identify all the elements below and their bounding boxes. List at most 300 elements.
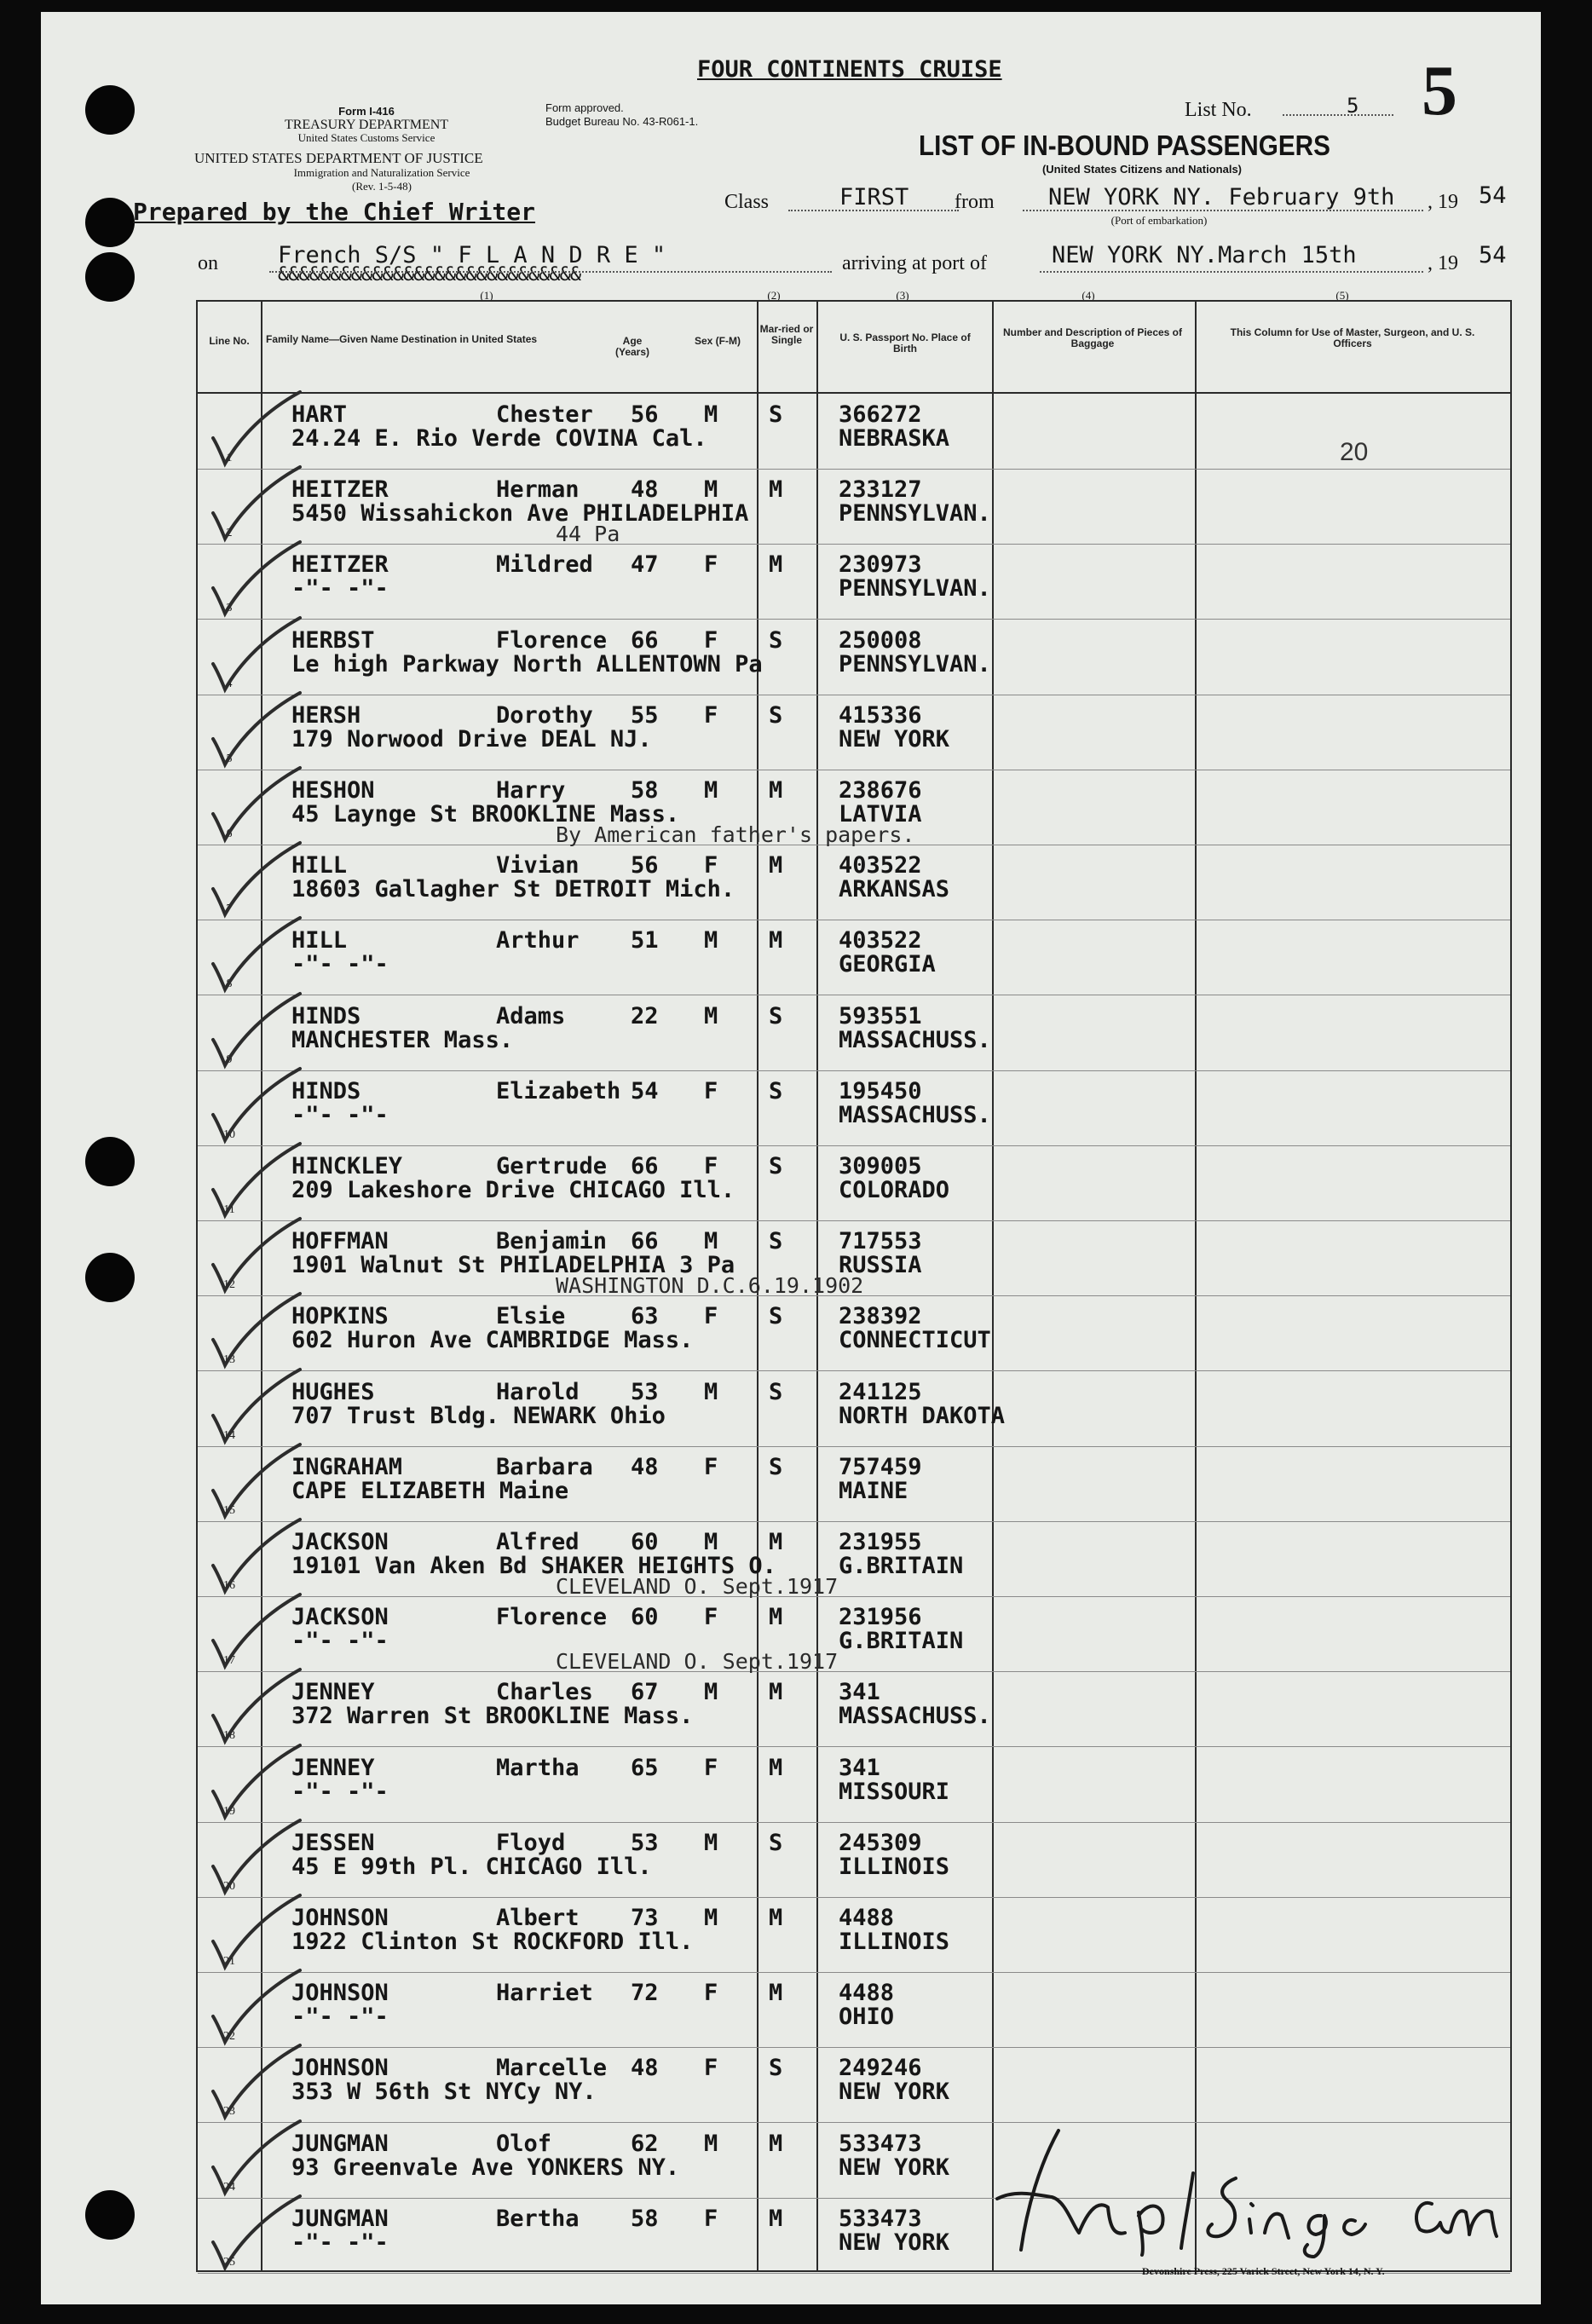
given-name: Elsie (496, 1303, 566, 1330)
address: 1901 Walnut St PHILADELPHIA 3 Pa (291, 1252, 735, 1279)
family-name: JACKSON (291, 1604, 389, 1631)
check-mark-icon (198, 1596, 334, 1673)
age: 47 (631, 551, 659, 579)
family-name: JACKSON (291, 1529, 389, 1555)
address: -"- -"- (291, 951, 389, 978)
customs-label: United States Customs Service (297, 131, 435, 144)
age: 22 (631, 1002, 659, 1029)
age: 63 (631, 1303, 659, 1330)
sex: F (704, 626, 718, 654)
passport-number: 233127 (839, 476, 922, 504)
age: 60 (631, 1529, 659, 1555)
address: 45 E 99th Pl. CHICAGO Ill. (291, 1853, 652, 1880)
address: 5450 Wissahickon Ave PHILADELPHIA (291, 500, 749, 528)
marital-status: S (769, 1453, 783, 1480)
class-label: Class (724, 191, 770, 213)
treasury-label: TREASURY DEPARTMENT (284, 118, 449, 132)
sex: F (704, 1153, 718, 1179)
col-num-4: (4) (1082, 289, 1095, 302)
family-name: HUGHES (291, 1378, 375, 1405)
form-approved: Form approved. (545, 101, 624, 114)
birth-place: MASSACHUSS. (839, 1026, 991, 1053)
given-name: Olof (496, 2130, 552, 2157)
header-line-no: Line No. (209, 335, 250, 347)
marital-status: S (769, 1303, 783, 1330)
justice-label: UNITED STATES DEPARTMENT OF JUSTICE (194, 150, 483, 166)
table-row (198, 394, 1510, 470)
address: -"- -"- (291, 2229, 389, 2256)
check-mark-icon (198, 2047, 334, 2124)
address: 18603 Gallagher St DETROIT Mich. (291, 876, 735, 903)
passport-number: 366272 (839, 401, 922, 428)
passport-number: 533473 (839, 2130, 922, 2157)
given-name: Harold (496, 1378, 580, 1405)
line-number: 24 (223, 2180, 235, 2194)
passport-number: 309005 (839, 1153, 922, 1179)
punch-hole (85, 85, 135, 135)
check-mark-icon (198, 770, 334, 846)
given-name: Benjamin (496, 1228, 608, 1255)
punch-hole (85, 1253, 135, 1302)
given-name: Martha (496, 1754, 580, 1781)
family-name: JESSEN (291, 1829, 375, 1856)
marital-status: S (769, 1153, 783, 1179)
family-name: HINCKLEY (291, 1153, 403, 1179)
col-num-5: (5) (1335, 289, 1349, 302)
immigration-label: Immigration and Naturalization Service (293, 166, 470, 179)
check-mark-icon (198, 1371, 334, 1448)
given-name: Floyd (496, 1829, 566, 1856)
check-mark-icon (198, 920, 334, 996)
age: 73 (631, 1905, 659, 1931)
on-label: on (198, 252, 218, 274)
header-age: Age (Years) (614, 335, 650, 358)
sex: M (704, 1829, 718, 1856)
birth-place: CONNECTICUT (839, 1327, 991, 1354)
age: 51 (631, 927, 659, 954)
check-mark-icon (198, 2198, 334, 2275)
passport-number: 241125 (839, 1378, 922, 1405)
row-note: By American father's papers. (556, 822, 915, 847)
passport-number: 238676 (839, 777, 922, 804)
age: 66 (631, 1153, 659, 1179)
address: -"- -"- (291, 2004, 389, 2031)
marital-status: S (769, 2055, 783, 2082)
given-name: Gertrude (496, 1153, 608, 1179)
age: 48 (631, 2055, 659, 2082)
sex: F (704, 701, 718, 729)
header-passport: U. S. Passport No. Place of Birth (839, 332, 971, 355)
family-name: JENNEY (291, 1679, 375, 1706)
address: 93 Greenvale Ave YONKERS NY. (291, 2154, 680, 2181)
given-name: Marcelle (496, 2055, 608, 2082)
marital-status: S (769, 701, 783, 729)
table-row (198, 544, 1510, 620)
line-number: 18 (223, 1729, 235, 1743)
table-row (198, 1897, 1510, 1973)
given-name: Florence (496, 626, 608, 654)
line-number: 25 (223, 2255, 235, 2269)
punch-hole (85, 1137, 135, 1186)
birth-place: ARKANSAS (839, 876, 950, 903)
line-number: 11 (223, 1203, 235, 1216)
header-officers: This Column for Use of Master, Surgeon, and U. S. Officers (1230, 326, 1475, 349)
check-mark-icon (198, 544, 334, 620)
given-name: Harriet (496, 1980, 593, 2007)
address: 19101 Van Aken Bd SHAKER HEIGHTS O. (291, 1553, 776, 1579)
sex: F (704, 551, 718, 579)
age: 65 (631, 1754, 659, 1781)
line-number: 3 (226, 602, 233, 615)
check-mark-icon (198, 845, 334, 921)
list-no-big: 5 (1422, 51, 1457, 130)
check-mark-icon (198, 2123, 334, 2200)
given-name: Arthur (496, 927, 580, 954)
family-name: HILL (291, 852, 348, 879)
check-mark-icon (198, 1897, 334, 1974)
table-row (198, 1596, 1510, 1675)
row-note: 44 Pa (556, 522, 620, 547)
family-name: JOHNSON (291, 1980, 389, 2007)
table-row (198, 1671, 1510, 1747)
passport-number: 4488 (839, 1905, 895, 1931)
address: 602 Huron Ave CAMBRIDGE Mass. (291, 1327, 694, 1354)
table-row (198, 1371, 1510, 1447)
table-row (198, 770, 1510, 845)
sex: M (704, 1529, 718, 1555)
passport-number: 341 (839, 1679, 880, 1706)
line-number: 1 (226, 452, 233, 464)
check-mark-icon (198, 1070, 334, 1147)
given-name: Bertha (496, 2205, 580, 2232)
row-note: CLEVELAND O. Sept.1917 (556, 1574, 839, 1599)
arriving-label: arriving at port of (842, 252, 987, 274)
marital-status: M (769, 1754, 783, 1781)
passport-number: 757459 (839, 1453, 922, 1480)
age: 66 (631, 1228, 659, 1255)
passport-number: 593551 (839, 1002, 922, 1029)
from-line (1023, 210, 1423, 211)
line-number: 10 (223, 1127, 235, 1141)
passport-number: 230973 (839, 551, 922, 579)
birth-place: OHIO (839, 2004, 895, 2031)
address: 209 Lakeshore Drive CHICAGO Ill. (291, 1177, 735, 1203)
given-name: Dorothy (496, 701, 593, 729)
birth-place: NEBRASKA (839, 425, 950, 452)
address: -"- -"- (291, 1101, 389, 1128)
table-row (198, 1145, 1510, 1221)
family-name: JENNEY (291, 1754, 375, 1781)
birth-place: NORTH DAKOTA (839, 1402, 1006, 1429)
address: CAPE ELIZABETH Maine (291, 1477, 569, 1504)
list-no-label: List No. (1185, 99, 1252, 121)
form-id: Form I-416 (338, 105, 395, 118)
sex: M (704, 1378, 718, 1405)
check-mark-icon (198, 469, 334, 545)
sex: F (704, 1077, 718, 1104)
birth-place: MISSOURI (839, 1778, 950, 1805)
age: 66 (631, 626, 659, 654)
line-number: 14 (223, 1428, 235, 1442)
punch-hole (85, 2190, 135, 2240)
from-label: from (955, 191, 995, 213)
sex: F (704, 1980, 718, 2007)
passport-number: 231955 (839, 1529, 922, 1555)
budget-bureau: Budget Bureau No. 43-R061-1. (545, 115, 699, 128)
given-name: Vivian (496, 852, 580, 879)
marital-status: M (769, 2205, 783, 2232)
family-name: JUNGMAN (291, 2205, 389, 2232)
table-row (198, 1070, 1510, 1146)
check-mark-icon (198, 1747, 334, 1824)
sex: M (704, 1905, 718, 1931)
birth-place: ILLINOIS (839, 1929, 950, 1955)
address: -"- -"- (291, 1628, 389, 1655)
punch-hole (85, 198, 135, 247)
marital-status: S (769, 401, 783, 428)
sex: M (704, 1002, 718, 1029)
line-number: 5 (226, 752, 233, 765)
marital-status: M (769, 1905, 783, 1931)
prepared-by: Prepared by the Chief Writer (133, 198, 536, 226)
table-row (198, 920, 1510, 995)
punch-hole (85, 252, 135, 302)
sex: M (704, 2130, 718, 2157)
table-row (198, 1747, 1510, 1823)
inspector-signature (980, 2105, 1508, 2258)
arrival-line (1040, 271, 1423, 273)
col-num-3: (3) (896, 289, 909, 302)
list-no-typed: 5 (1347, 94, 1359, 118)
passport-number: 195450 (839, 1077, 922, 1104)
family-name: INGRAHAM (291, 1453, 403, 1480)
from-year: 54 (1479, 182, 1507, 209)
passport-number: 231956 (839, 1604, 922, 1631)
address: 372 Warren St BROOKLINE Mass. (291, 1703, 694, 1730)
age: 55 (631, 701, 659, 729)
page-title: LIST OF IN-BOUND PASSENGERS (919, 130, 1330, 161)
age: 62 (631, 2130, 659, 2157)
address: 179 Norwood Drive DEAL NJ. (291, 725, 652, 753)
given-name: Mildred (496, 551, 593, 579)
age: 53 (631, 1378, 659, 1405)
family-name: JUNGMAN (291, 2130, 389, 2157)
line-number: 8 (226, 977, 233, 991)
check-mark-icon (198, 1822, 334, 1899)
check-mark-icon (198, 394, 334, 470)
table-row (198, 1220, 1510, 1299)
sex: F (704, 1604, 718, 1631)
address: -"- -"- (291, 575, 389, 603)
line-number: 15 (223, 1503, 235, 1517)
officer-count: 20 (1340, 438, 1369, 466)
address: 353 W 56th St NYCy NY. (291, 2079, 597, 2106)
age: 54 (631, 1077, 659, 1104)
line-number: 2 (226, 527, 233, 540)
passport-number: 4488 (839, 1980, 895, 2007)
table-row (198, 1972, 1510, 2048)
check-mark-icon (198, 1446, 334, 1523)
line-number: 6 (226, 828, 233, 840)
line-number: 22 (223, 2030, 235, 2044)
check-mark-icon (198, 1295, 334, 1372)
marital-status: M (769, 476, 783, 504)
check-mark-icon (198, 1671, 334, 1748)
from-year-prefix: , 19 (1428, 191, 1458, 213)
row-note: CLEVELAND O. Sept.1917 (556, 1649, 839, 1675)
passport-number: 717553 (839, 1228, 922, 1255)
given-name: Florence (496, 1604, 608, 1631)
check-mark-icon (198, 1521, 334, 1598)
arrival-value: NEW YORK NY.March 15th (1052, 242, 1357, 268)
ship-line (269, 271, 832, 273)
sex: M (704, 927, 718, 954)
marital-status: M (769, 2130, 783, 2157)
cruise-title: FOUR CONTINENTS CRUISE (697, 56, 1002, 83)
age: 72 (631, 1980, 659, 2007)
birth-place: NEW YORK (839, 2154, 950, 2181)
line-number: 9 (226, 1052, 233, 1066)
check-mark-icon (198, 1220, 334, 1297)
sex: F (704, 2205, 718, 2232)
age: 56 (631, 401, 659, 428)
marital-status: S (769, 1228, 783, 1255)
header-baggage: Number and Description of Pieces of Baggage (1002, 326, 1183, 349)
family-name: HILL (291, 927, 348, 954)
marital-status: M (769, 1604, 783, 1631)
sex: F (704, 1303, 718, 1330)
row-note: WASHINGTON D.C.6.19.1902 (556, 1273, 864, 1299)
sex: M (704, 476, 718, 504)
given-name: Elizabeth (496, 1077, 621, 1104)
check-mark-icon (198, 620, 334, 696)
address: Le high Parkway North ALLENTOWN Pa (291, 650, 763, 678)
given-name: Herman (496, 476, 580, 504)
address: 1922 Clinton St ROCKFORD Ill. (291, 1929, 694, 1955)
family-name: HOPKINS (291, 1303, 389, 1330)
col-num-2: (2) (767, 289, 781, 302)
family-name: HESHON (291, 777, 375, 804)
line-number: 16 (223, 1579, 235, 1592)
family-name: JOHNSON (291, 1905, 389, 1931)
address: 24.24 E. Rio Verde COVINA Cal. (291, 425, 707, 452)
ship-strike: &&&&&&&&&&&&&&&&&&&&&&&&&&&&& (278, 264, 581, 285)
passport-number: 249246 (839, 2055, 922, 2082)
table-row (198, 620, 1510, 695)
birth-place: LATVIA (839, 801, 922, 828)
age: 67 (631, 1679, 659, 1706)
line-number: 19 (223, 1804, 235, 1818)
marital-status: S (769, 1002, 783, 1029)
arrival-year-prefix: , 19 (1428, 252, 1458, 274)
header-sex: Sex (F-M) (695, 335, 741, 347)
birth-place: PENNSYLVAN. (839, 650, 991, 678)
marital-status: M (769, 551, 783, 579)
header-name: Family Name—Given Name Destination in United States (266, 333, 538, 345)
age: 56 (631, 852, 659, 879)
table-row (198, 1521, 1510, 1597)
passport-number: 238392 (839, 1303, 922, 1330)
age: 48 (631, 476, 659, 504)
line-number: 23 (223, 2105, 235, 2119)
birth-place: RUSSIA (839, 1252, 922, 1279)
printer-footer: Devonshire Press, 225 Varick Street, New York 14, N. Y. (1142, 2265, 1385, 2277)
given-name: Alfred (496, 1529, 580, 1555)
family-name: JOHNSON (291, 2055, 389, 2082)
line-number: 21 (223, 1955, 235, 1968)
family-name: HERSH (291, 701, 361, 729)
birth-place: PENNSYLVAN. (839, 575, 991, 603)
line-number: 17 (223, 1654, 235, 1668)
table-row (198, 1446, 1510, 1522)
passenger-table (196, 300, 1512, 2272)
page-subtitle: (United States Citizens and Nationals) (1041, 163, 1243, 176)
family-name: HERBST (291, 626, 375, 654)
passport-number: 250008 (839, 626, 922, 654)
birth-place: MAINE (839, 1477, 908, 1504)
address: 707 Trust Bldg. NEWARK Ohio (291, 1402, 666, 1429)
line-number: 20 (223, 1879, 235, 1893)
check-mark-icon (198, 1972, 334, 2049)
sex: F (704, 852, 718, 879)
marital-status: S (769, 626, 783, 654)
col-num-1: (1) (480, 289, 493, 302)
sex: F (704, 1453, 718, 1480)
address: -"- -"- (291, 1778, 389, 1805)
sex: F (704, 1754, 718, 1781)
age: 58 (631, 2205, 659, 2232)
birth-place: MASSACHUSS. (839, 1101, 991, 1128)
birth-place: NEW YORK (839, 2079, 950, 2106)
given-name: Harry (496, 777, 566, 804)
given-name: Barbara (496, 1453, 593, 1480)
address: MANCHESTER Mass. (291, 1026, 514, 1053)
marital-status: M (769, 777, 783, 804)
from-value: NEW YORK NY. February 9th (1048, 184, 1395, 210)
birth-place: G.BRITAIN (839, 1553, 964, 1579)
marital-status: S (769, 1077, 783, 1104)
table-row (198, 695, 1510, 770)
birth-place: G.BRITAIN (839, 1628, 964, 1655)
family-name: HOFFMAN (291, 1228, 389, 1255)
table-row (198, 995, 1510, 1071)
age: 48 (631, 1453, 659, 1480)
given-name: Adams (496, 1002, 566, 1029)
marital-status: S (769, 1829, 783, 1856)
marital-status: M (769, 1529, 783, 1555)
birth-place: PENNSYLVAN. (839, 500, 991, 528)
family-name: HINDS (291, 1077, 361, 1104)
marital-status: M (769, 1679, 783, 1706)
passport-number: 403522 (839, 852, 922, 879)
arrival-year: 54 (1479, 242, 1507, 268)
family-name: HINDS (291, 1002, 361, 1029)
address: 45 Laynge St BROOKLINE Mass. (291, 801, 680, 828)
table-row (198, 1822, 1510, 1898)
passport-number: 403522 (839, 927, 922, 954)
marital-status: M (769, 1980, 783, 2007)
family-name: HEITZER (291, 476, 389, 504)
rev-label: (Rev. 1-5-48) (352, 180, 412, 193)
check-mark-icon (198, 995, 334, 1072)
age: 58 (631, 777, 659, 804)
birth-place: ILLINOIS (839, 1853, 950, 1880)
list-no-line (1283, 114, 1393, 116)
check-mark-icon (198, 1145, 334, 1222)
birth-place: MASSACHUSS. (839, 1703, 991, 1730)
marital-status: M (769, 852, 783, 879)
passport-number: 533473 (839, 2205, 922, 2232)
